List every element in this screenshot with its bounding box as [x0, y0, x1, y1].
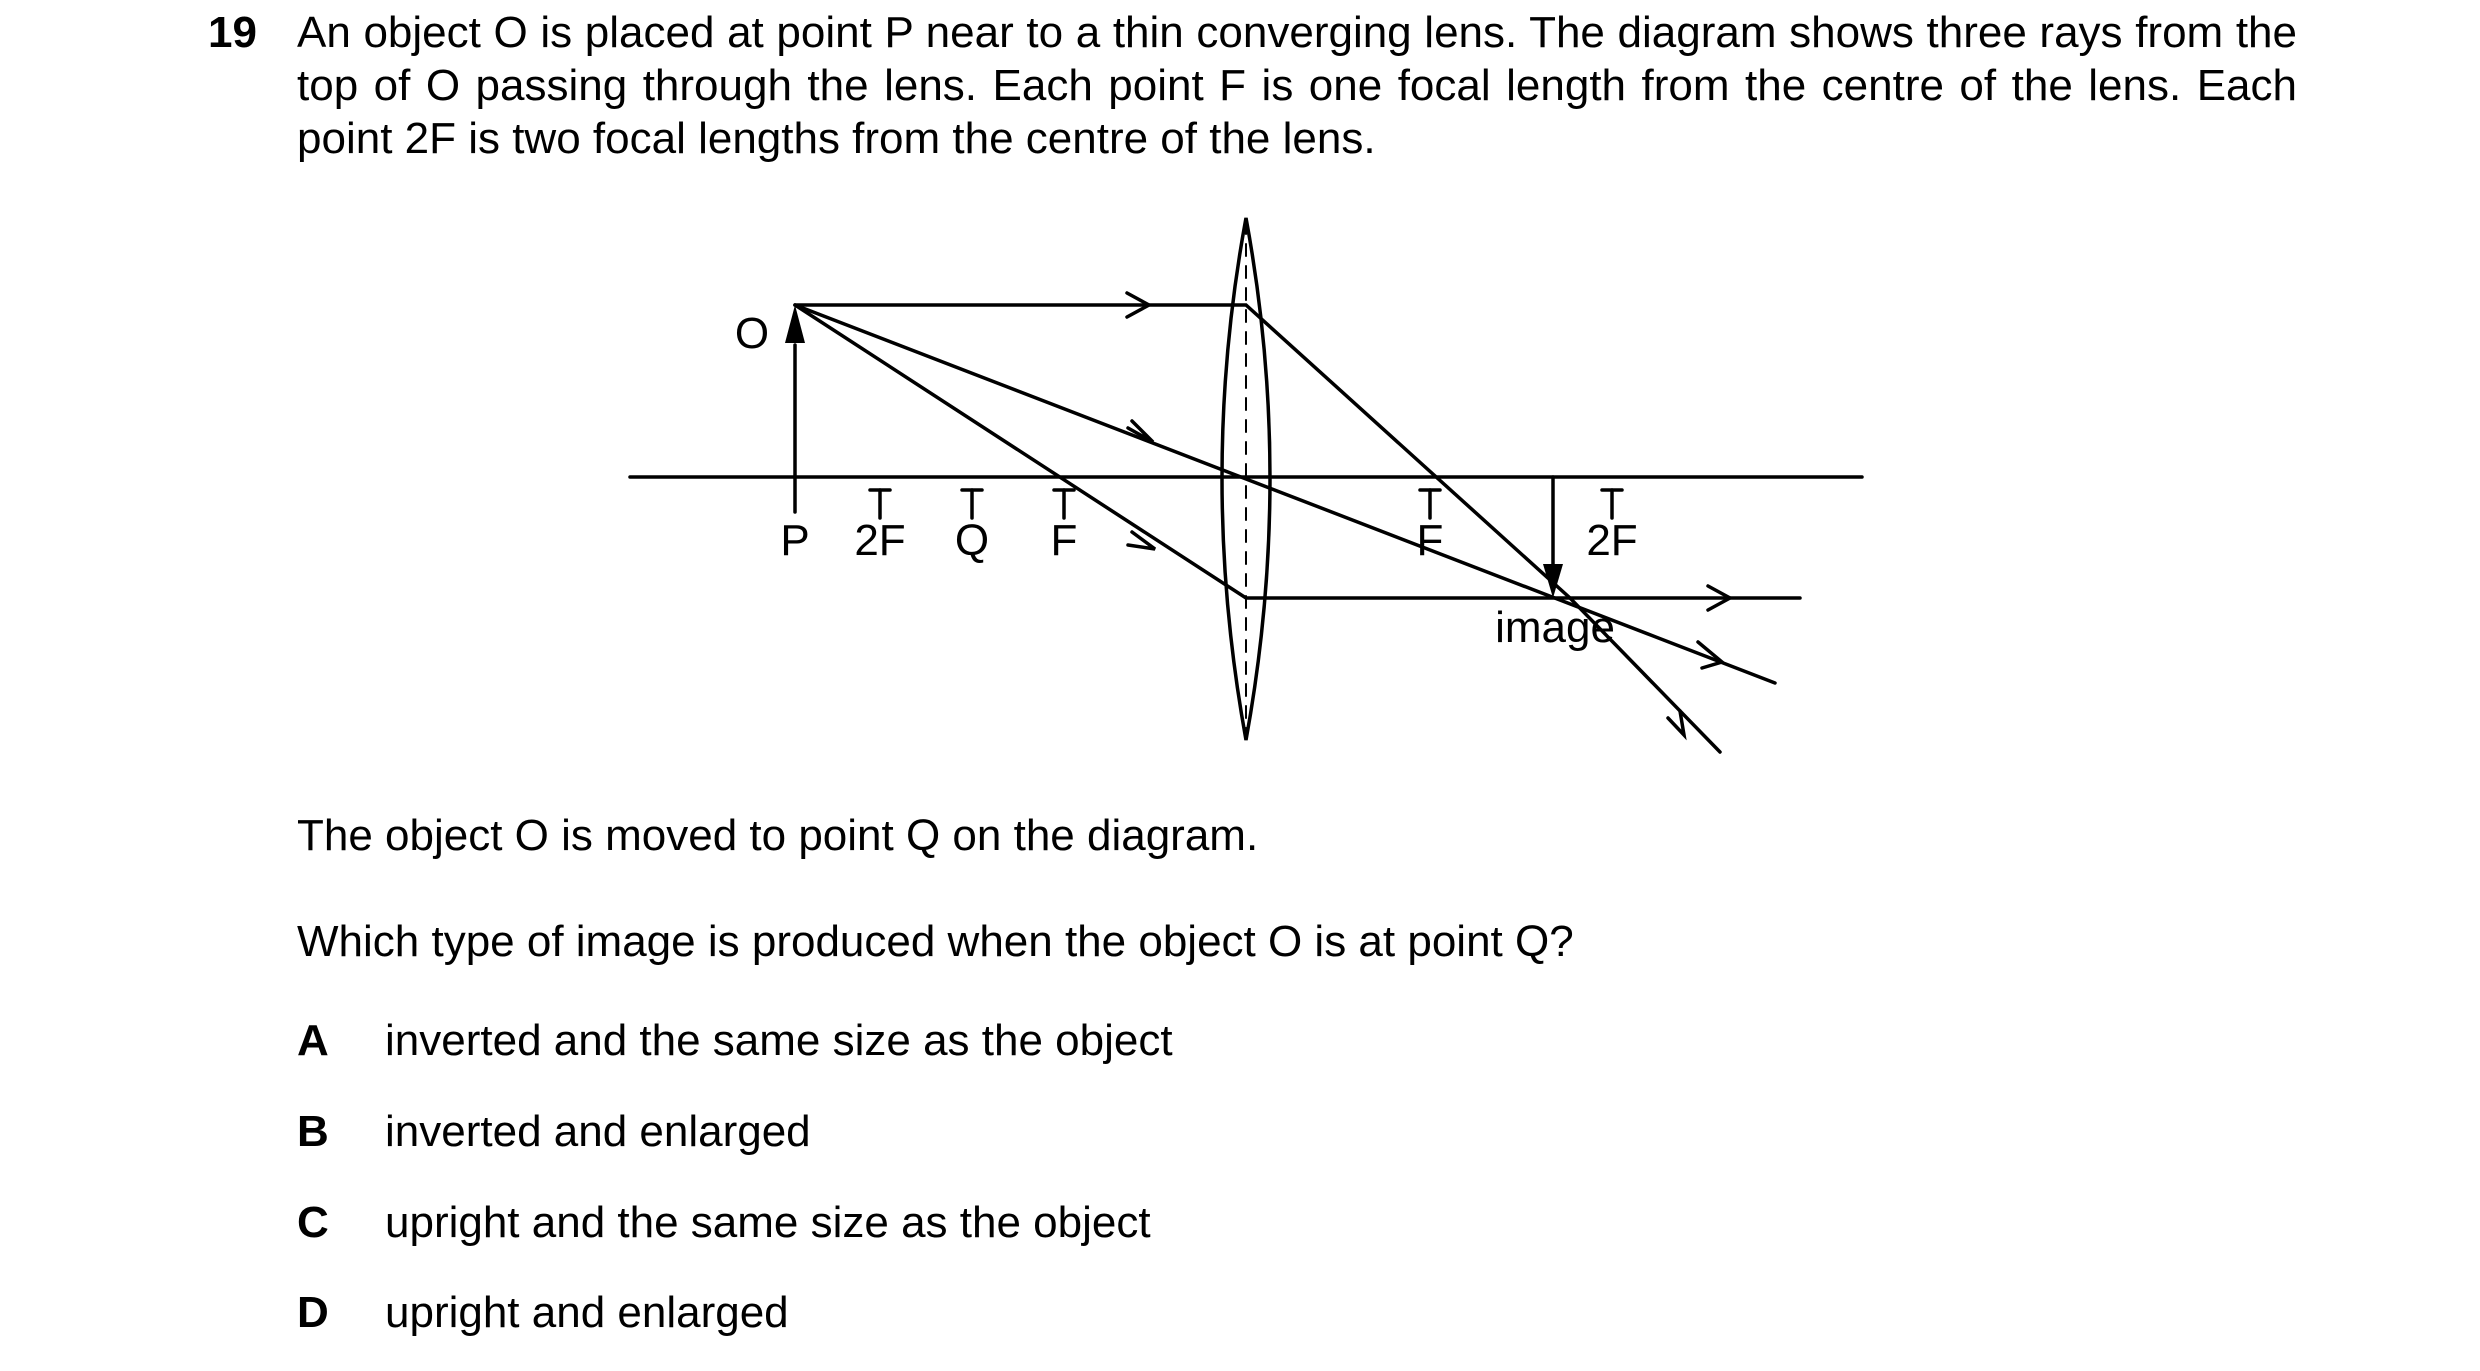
- ray-parallel: [795, 305, 1720, 752]
- option-letter: D: [297, 1288, 329, 1337]
- ray-focal: [795, 305, 1800, 598]
- option-letter: A: [297, 1016, 329, 1065]
- option-letter: C: [297, 1198, 329, 1247]
- option-text: inverted and enlarged: [385, 1107, 811, 1156]
- question-stem: An object O is placed at point P near to a thin converging lens. The diagram shows three rays from the top of O passing through the lens. Each point F is one focal length from the centre of the lens. Each point 2F is two focal lengths from the centre of the lens.: [297, 8, 2297, 163]
- label-left-f: F: [1050, 516, 1078, 565]
- label-p: P: [780, 516, 810, 565]
- label-right-f: F: [1416, 516, 1444, 565]
- option-text: inverted and the same size as the object: [385, 1016, 1173, 1065]
- label-q: Q: [954, 516, 990, 565]
- image-label: image: [1495, 603, 1615, 652]
- prompt-moved: The object O is moved to point Q on the diagram.: [297, 811, 1259, 860]
- object-label: O: [734, 309, 770, 358]
- label-left-2f: 2F: [854, 516, 906, 565]
- option-text: upright and the same size as the object: [385, 1198, 1151, 1247]
- ray-parallel-arrow-2: [1668, 711, 1684, 735]
- ray-centre: [795, 305, 1775, 683]
- label-right-2f: 2F: [1586, 516, 1638, 565]
- option-text: upright and enlarged: [385, 1288, 789, 1337]
- prompt-question: Which type of image is produced when the object O is at point Q?: [297, 917, 1574, 966]
- option-letter: B: [297, 1107, 329, 1156]
- question-number: 19: [208, 8, 257, 57]
